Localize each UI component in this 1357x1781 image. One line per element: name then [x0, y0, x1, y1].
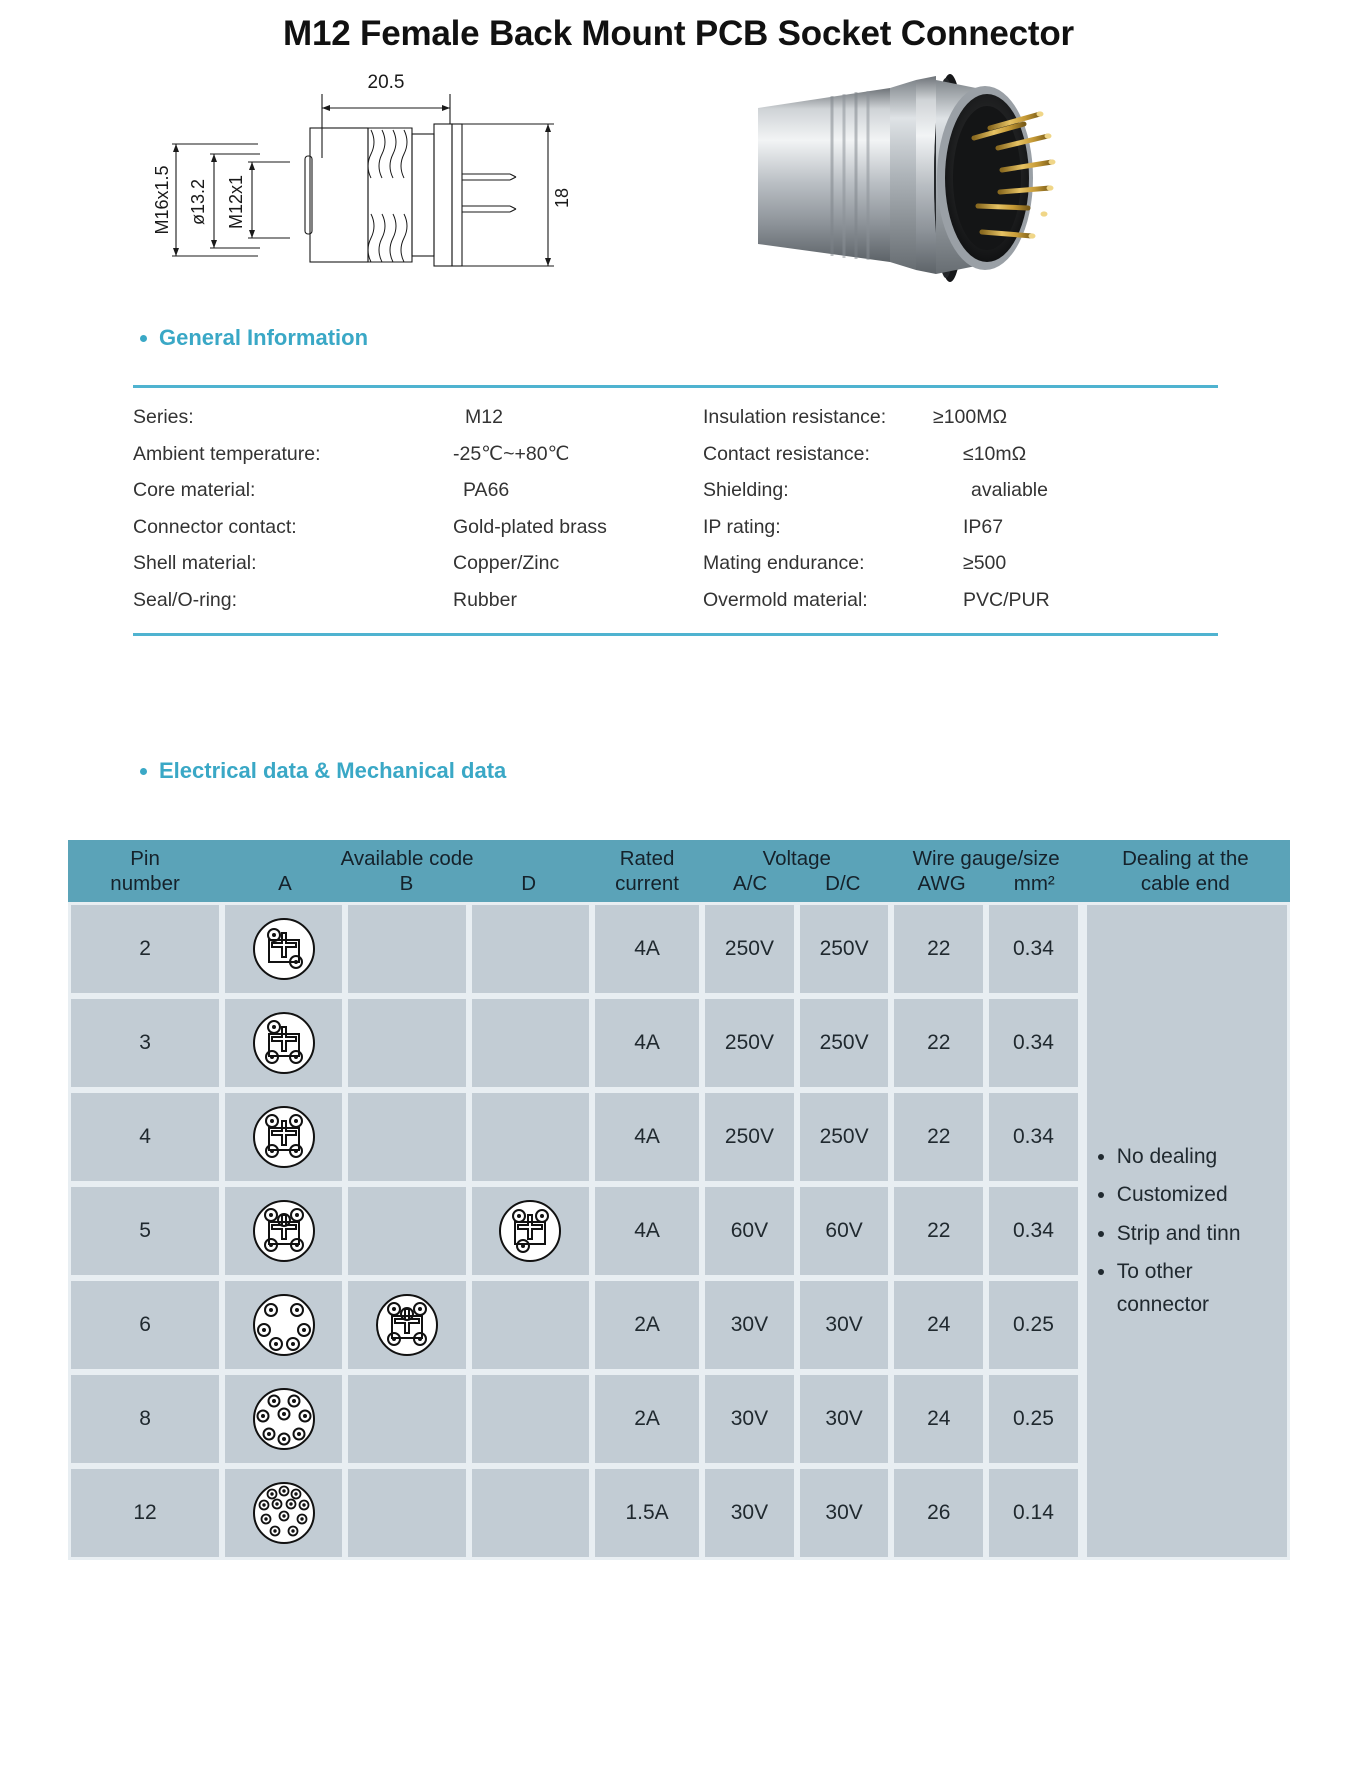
cell-voltage-ac: 250V	[702, 902, 797, 996]
spec-label: Core material:	[133, 479, 256, 501]
divider-top	[133, 385, 1218, 388]
spec-label: Shell material:	[133, 552, 257, 574]
pin-layout-2a-icon	[247, 912, 321, 986]
pin-layout-5a-icon	[247, 1194, 321, 1268]
divider-bottom	[133, 633, 1218, 636]
dealing-option: • To other connector	[1117, 1256, 1286, 1321]
cell-code-a	[222, 1372, 345, 1466]
col-code-d: D	[521, 872, 537, 895]
cell-mm2: 0.34	[986, 996, 1081, 1090]
spec-value: Rubber	[453, 588, 517, 611]
spec-value: ≤10mΩ	[963, 442, 1027, 465]
cell-mm2: 0.34	[986, 902, 1081, 996]
cell-voltage-dc: 250V	[797, 1090, 892, 1184]
spec-value: ≥500	[963, 552, 1007, 574]
cell-awg: 22	[891, 1184, 986, 1278]
pin-layout-6b-icon	[370, 1288, 444, 1362]
dim-length: 20.5	[367, 72, 405, 93]
cell-code-a	[222, 902, 345, 996]
cell-mm2: 0.34	[986, 1184, 1081, 1278]
cell-code-a	[222, 1466, 345, 1560]
cell-awg: 22	[891, 902, 986, 996]
col-voltage: Voltage A/C D/C	[702, 840, 891, 902]
cell-voltage-dc: 250V	[797, 996, 892, 1090]
spec-label: Ambient temperature:	[133, 442, 321, 465]
cell-mm2: 0.14	[986, 1466, 1081, 1560]
dim-diameter: ø13.2	[188, 178, 208, 226]
product-photo	[740, 66, 1070, 296]
cell-awg: 22	[891, 996, 986, 1090]
dealing-option: • No dealing	[1117, 1141, 1286, 1174]
dealing-option: • Strip and tinn	[1117, 1218, 1286, 1251]
cell-code-d	[469, 1184, 592, 1278]
pin-layout-4a-icon	[247, 1100, 321, 1174]
cell-awg: 22	[891, 1090, 986, 1184]
figure-area	[0, 66, 1357, 306]
dim-thread-front: M12x1	[226, 174, 246, 230]
general-information-heading	[140, 325, 368, 351]
cell-code-b	[345, 1278, 468, 1372]
cell-code-d	[469, 1372, 592, 1466]
cell-pin-number: 8	[68, 1372, 222, 1466]
cell-pin-number: 4	[68, 1090, 222, 1184]
dealing-options-list	[1087, 1141, 1286, 1322]
cell-voltage-dc: 30V	[797, 1372, 892, 1466]
bullet-icon	[140, 768, 147, 775]
cell-code-a	[222, 1090, 345, 1184]
dim-thread-outer: M16x1.5	[152, 165, 172, 235]
col-wire-gauge: Wire gauge/size AWG mm²	[891, 840, 1080, 902]
cell-code-d	[469, 1090, 592, 1184]
cell-code-b	[345, 996, 468, 1090]
spec-label: Overmold material:	[703, 588, 868, 611]
cell-voltage-ac: 250V	[702, 1090, 797, 1184]
cell-code-b	[345, 1184, 468, 1278]
col-dealing-at-cable-end: Dealing at the cable end	[1081, 840, 1290, 902]
cell-rated-current: 4A	[592, 996, 702, 1090]
cell-voltage-dc: 30V	[797, 1466, 892, 1560]
cell-pin-number: 12	[68, 1466, 222, 1560]
dealing-option: • Customized	[1117, 1179, 1286, 1212]
pin-layout-12a-icon	[247, 1476, 321, 1550]
general-info-table	[133, 400, 1223, 619]
cell-code-d	[469, 996, 592, 1090]
cell-voltage-ac: 30V	[702, 1466, 797, 1560]
pin-layout-3a-icon	[247, 1006, 321, 1080]
cell-pin-number: 3	[68, 996, 222, 1090]
col-pin-number: Pin number	[68, 840, 222, 902]
electrical-data-heading	[140, 758, 506, 784]
col-rated-current: Rated current	[592, 840, 702, 902]
cell-mm2: 0.34	[986, 1090, 1081, 1184]
pin-layout-6a-icon	[247, 1288, 321, 1362]
electrical-data-table	[68, 840, 1290, 1560]
cell-voltage-dc: 60V	[797, 1184, 892, 1278]
cell-pin-number: 6	[68, 1278, 222, 1372]
cell-mm2: 0.25	[986, 1278, 1081, 1372]
cell-voltage-dc: 30V	[797, 1278, 892, 1372]
spec-value: PVC/PUR	[963, 588, 1050, 611]
cell-awg: 24	[891, 1372, 986, 1466]
cell-voltage-ac: 30V	[702, 1372, 797, 1466]
cell-awg: 26	[891, 1466, 986, 1560]
col-voltage-ac: A/C	[733, 872, 768, 895]
col-available-code: Available code A B D	[222, 840, 592, 902]
cell-rated-current: 4A	[592, 1090, 702, 1184]
cell-voltage-ac: 30V	[702, 1278, 797, 1372]
cell-rated-current: 2A	[592, 1278, 702, 1372]
cell-voltage-dc: 250V	[797, 902, 892, 996]
table-header	[68, 840, 1290, 902]
cell-code-d	[469, 1278, 592, 1372]
spec-value: ≥100MΩ	[933, 406, 1008, 428]
dim-height: 18	[552, 187, 572, 209]
cell-dealing-options	[1081, 902, 1290, 1560]
spec-label: Series:	[133, 406, 194, 428]
technical-drawing	[150, 66, 630, 296]
page-title: M12 Female Back Mount PCB Socket Connector	[283, 14, 1074, 53]
spec-value: Copper/Zinc	[453, 552, 560, 574]
spec-value: IP67	[963, 515, 1004, 538]
cell-pin-number: 5	[68, 1184, 222, 1278]
cell-rated-current: 4A	[592, 902, 702, 996]
spec-value: PA66	[463, 479, 510, 501]
cell-code-d	[469, 1466, 592, 1560]
cell-code-b	[345, 1090, 468, 1184]
spec-label: Insulation resistance:	[703, 406, 887, 428]
cell-awg: 24	[891, 1278, 986, 1372]
spec-label: Contact resistance:	[703, 442, 870, 465]
cell-rated-current: 4A	[592, 1184, 702, 1278]
bullet-icon	[140, 335, 147, 342]
cell-code-a	[222, 1278, 345, 1372]
general-information-label: General Information	[159, 325, 369, 350]
cell-mm2: 0.25	[986, 1372, 1081, 1466]
cell-code-d	[469, 902, 592, 996]
cell-rated-current: 1.5A	[592, 1466, 702, 1560]
spec-value: -25℃~+80℃	[453, 442, 570, 465]
col-awg: AWG	[917, 872, 966, 895]
cell-voltage-ac: 250V	[702, 996, 797, 1090]
spec-label: IP rating:	[703, 515, 781, 538]
spec-label: Mating endurance:	[703, 552, 865, 574]
spec-label: Shielding:	[703, 479, 789, 501]
cell-code-a	[222, 996, 345, 1090]
col-mm2: mm²	[1013, 872, 1055, 895]
col-code-b: B	[399, 872, 414, 895]
cell-pin-number: 2	[68, 902, 222, 996]
table-row	[68, 902, 1290, 996]
spec-value: M12	[465, 406, 503, 428]
spec-value: Gold-plated brass	[453, 515, 607, 538]
table-header-row	[68, 840, 1290, 902]
cell-code-b	[345, 1372, 468, 1466]
spec-label: Seal/O-ring:	[133, 588, 238, 611]
spec-value: avaliable	[971, 479, 1048, 501]
table-body	[68, 902, 1290, 1560]
cell-code-b	[345, 1466, 468, 1560]
electrical-data-label: Electrical data & Mechanical data	[159, 758, 507, 783]
cell-code-b	[345, 902, 468, 996]
cell-code-a	[222, 1184, 345, 1278]
col-voltage-dc: D/C	[825, 872, 861, 895]
spec-label: Connector contact:	[133, 515, 297, 538]
cell-rated-current: 2A	[592, 1372, 702, 1466]
pin-layout-8a-icon	[247, 1382, 321, 1456]
pin-layout-5d-icon	[493, 1194, 567, 1268]
col-code-a: A	[278, 872, 292, 895]
cell-voltage-ac: 60V	[702, 1184, 797, 1278]
